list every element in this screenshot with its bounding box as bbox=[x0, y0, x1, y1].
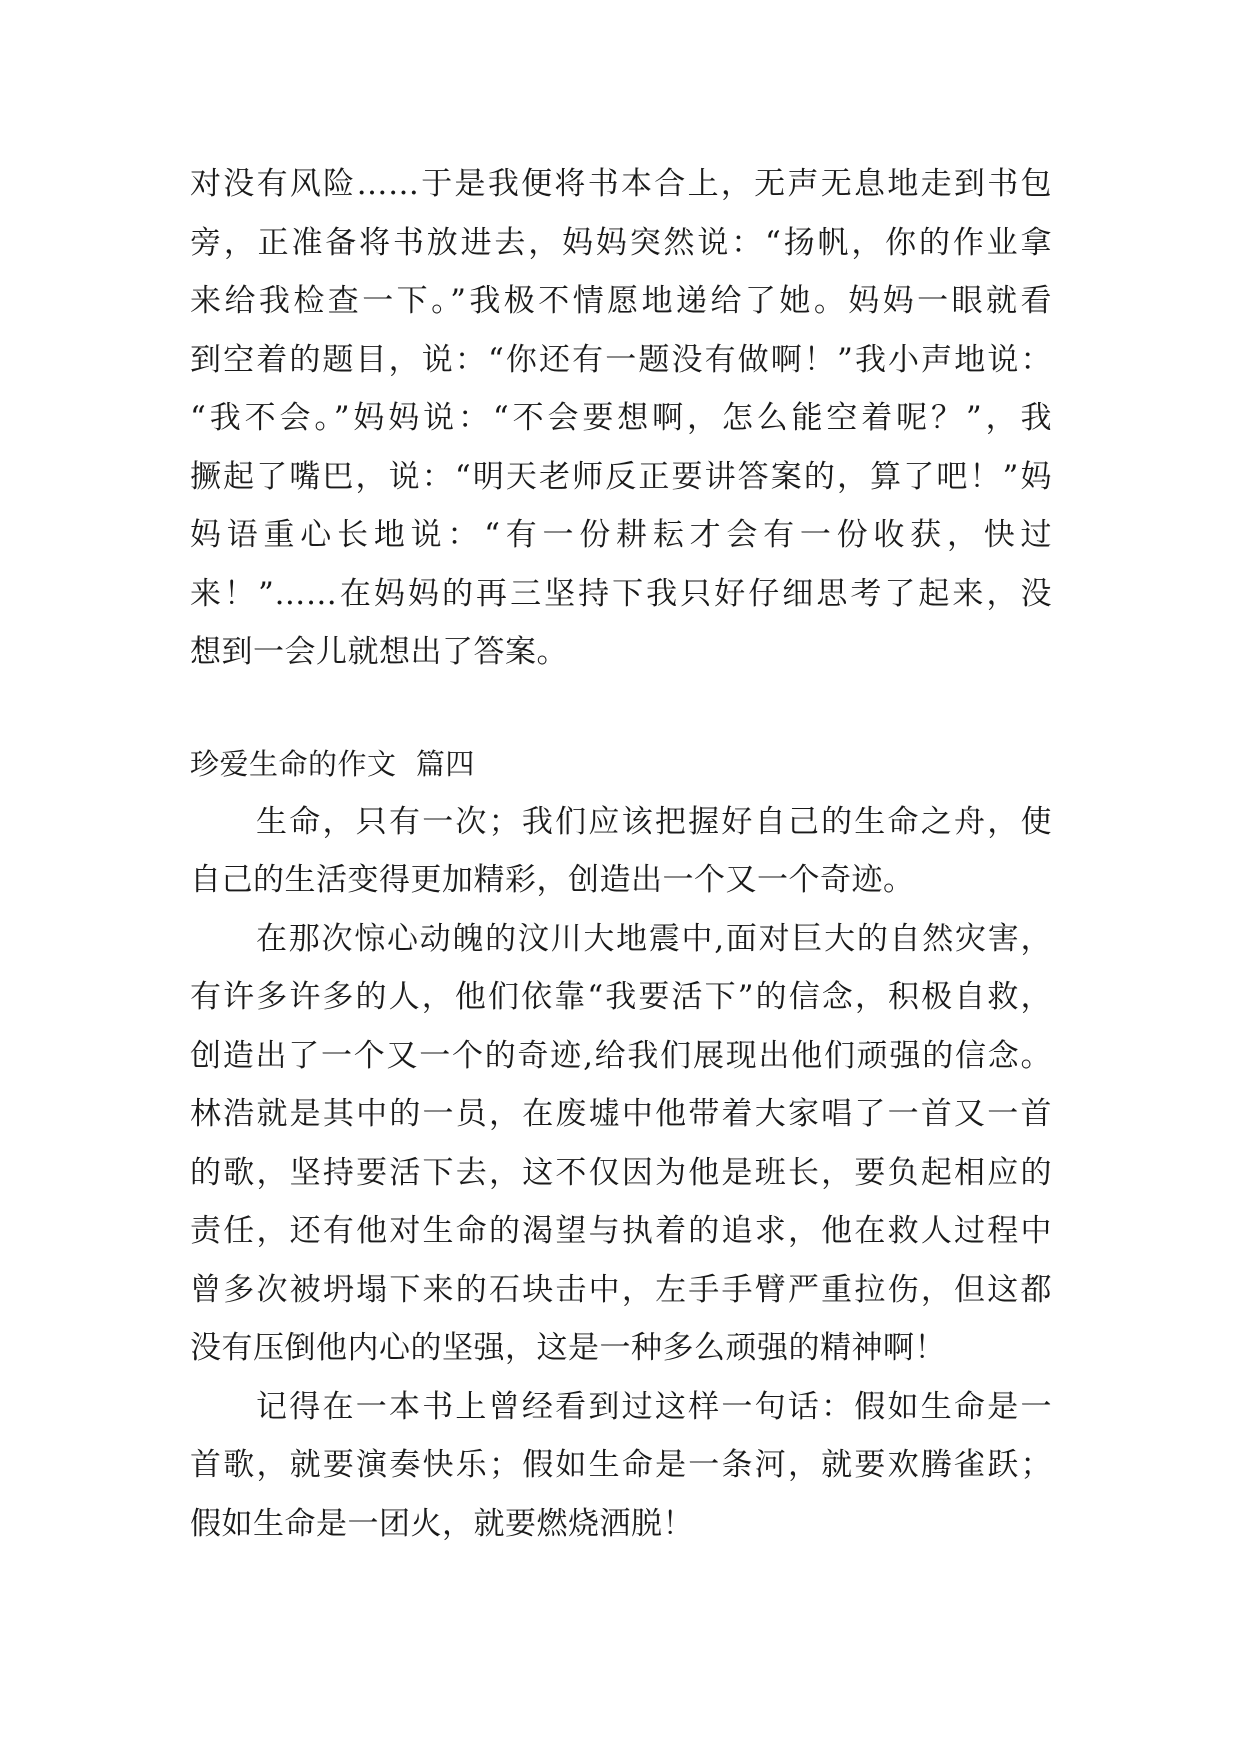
paragraph-line: 来！”……在妈妈的再三坚持下我只好仔细思考了起来，没 bbox=[190, 575, 1052, 612]
paragraph-line: 创造出了一个又一个的奇迹,给我们展现出他们顽强的信念。 bbox=[190, 1037, 1052, 1074]
paragraph-line: 的歌，坚持要活下去，这不仅因为他是班长，要负起相应的 bbox=[190, 1154, 1052, 1191]
section-heading: 珍爱生命的作文 篇四 bbox=[190, 746, 475, 781]
paragraph-line: 曾多次被坍塌下来的石块击中，左手手臂严重拉伤，但这都 bbox=[190, 1271, 1052, 1308]
paragraph-line: 林浩就是其中的一员，在废墟中他带着大家唱了一首又一首 bbox=[190, 1096, 1052, 1132]
paragraph-line: 首歌，就要演奏快乐；假如生命是一条河，就要欢腾雀跃； bbox=[190, 1447, 1052, 1483]
paragraph-line: 来给我检查一下。”我极不情愿地递给了她。妈妈一眼就看 bbox=[190, 283, 1052, 319]
paragraph-line: 自己的生活变得更加精彩，创造出一个又一个奇迹。 bbox=[190, 862, 915, 898]
paragraph-2 bbox=[190, 910, 1052, 1378]
continued-paragraph bbox=[190, 155, 1052, 682]
paragraph-line: 记得在一本书上曾经看到过这样一句话：假如生命是一 bbox=[256, 1388, 1052, 1425]
section-gap bbox=[190, 682, 1052, 735]
paragraph-line: 没有压倒他内心的坚强，这是一种多么顽强的精神啊！ bbox=[190, 1330, 946, 1366]
paragraph-line: 妈语重心长地说：“有一份耕耘才会有一份收获，快过 bbox=[190, 517, 1052, 553]
document-page bbox=[190, 155, 1052, 1553]
paragraph-line: 假如生命是一团火，就要燃烧洒脱！ bbox=[190, 1505, 694, 1542]
paragraph-line: 对没有风险……于是我便将书本合上，无声无息地走到书包 bbox=[190, 166, 1052, 202]
paragraph-line: 撅起了嘴巴，说：“明天老师反正要讲答案的，算了吧！”妈 bbox=[190, 458, 1052, 495]
paragraph-line: 在那次惊心动魄的汶川大地震中,面对巨大的自然灾害， bbox=[256, 920, 1052, 957]
paragraph-1 bbox=[190, 793, 1052, 910]
paragraph-line: 想到一会儿就想出了答案。 bbox=[190, 634, 568, 670]
paragraph-line: 有许多许多的人，他们依靠“我要活下”的信念，积极自救， bbox=[190, 979, 1052, 1015]
paragraph-3 bbox=[190, 1378, 1052, 1554]
paragraph-line: 生命，只有一次；我们应该把握好自己的生命之舟，使 bbox=[256, 803, 1052, 840]
paragraph-line: 到空着的题目，说：“你还有一题没有做啊！”我小声地说： bbox=[190, 341, 1052, 378]
paragraph-line: 责任，还有他对生命的渴望与执着的追求，他在救人过程中 bbox=[190, 1213, 1052, 1249]
paragraph-line: “我不会。”妈妈说：“不会要想啊，怎么能空着呢？”，我 bbox=[190, 400, 1052, 436]
paragraph-line: 旁，正准备将书放进去，妈妈突然说：“扬帆，你的作业拿 bbox=[190, 224, 1052, 261]
